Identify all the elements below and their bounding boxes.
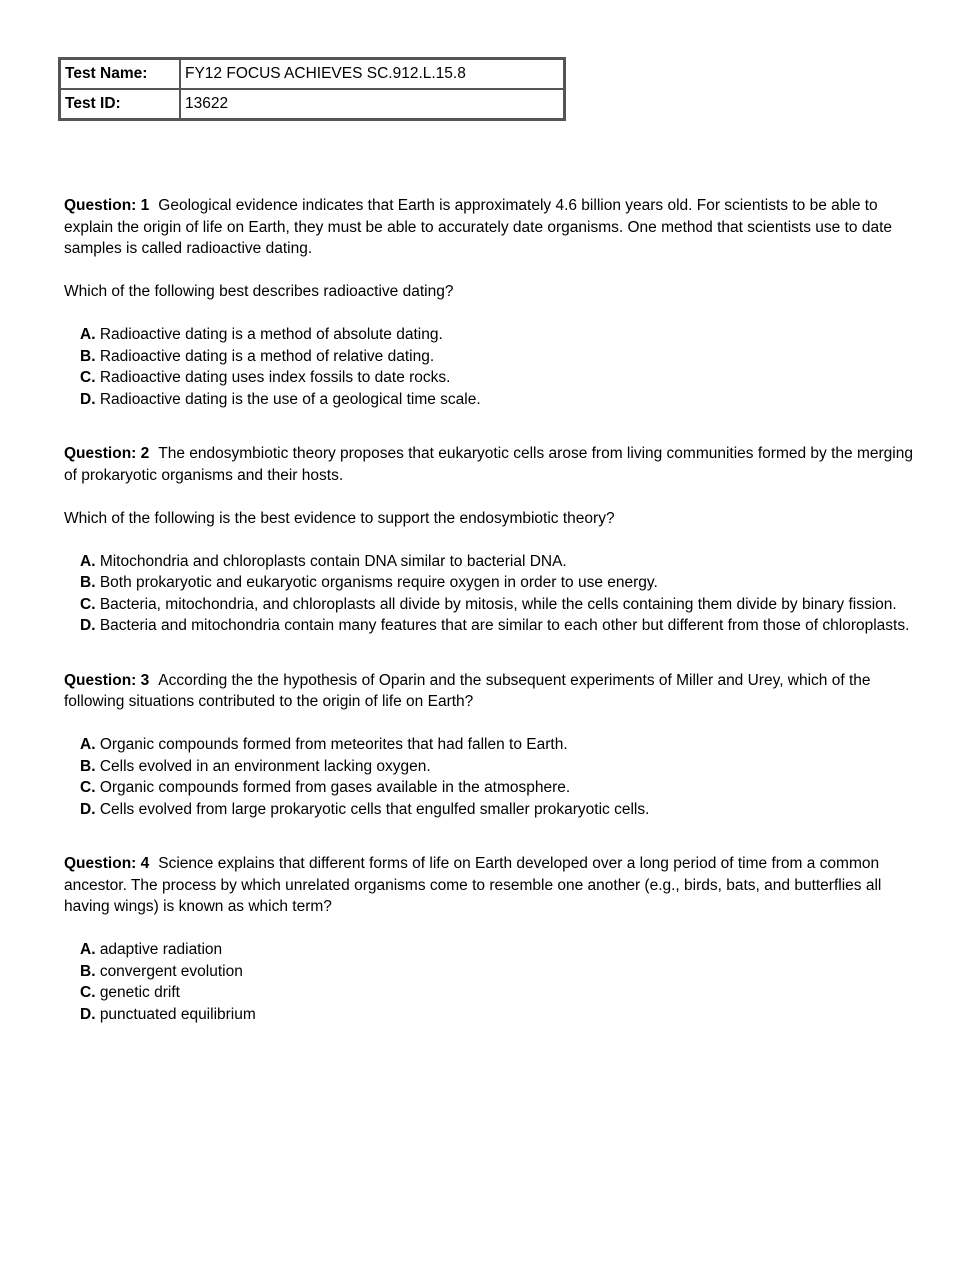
question-stem	[64, 670, 914, 713]
choice-letter: C.	[80, 595, 96, 613]
question-stem-text: Science explains that different forms of life on Earth developed over a long period of time from a common ancestor. The process by which unrelated organisms come to resemble one another (e.g., birds, bats, and butterflies all having wings) is known as which term?	[64, 855, 882, 915]
choice-text: Organic compounds formed from meteorites that had fallen to Earth.	[99, 736, 568, 753]
choice-text: Cells evolved from large prokaryotic cells that engulfed smaller prokaryotic cells.	[99, 800, 650, 818]
choice-letter: A.	[80, 552, 96, 570]
choice-letter: B.	[80, 962, 96, 980]
test-id-value: 13622	[180, 89, 564, 119]
choice-text: Radioactive dating is the use of a geological time scale.	[99, 390, 481, 408]
question-stem-text: According the the hypothesis of Oparin and the subsequent experiments of Miller and Urey, which of the following situations contributed to the origin of life on Earth?	[64, 671, 871, 710]
question-3	[64, 670, 914, 821]
choice-letter: B.	[80, 347, 96, 365]
answer-choices	[64, 939, 914, 1025]
choice-d[interactable]	[64, 1004, 914, 1026]
question-stem	[64, 195, 914, 260]
choice-letter: A.	[80, 326, 96, 343]
choice-letter: A.	[80, 736, 96, 753]
question-stem	[64, 853, 914, 918]
choice-letter: D.	[80, 1005, 96, 1023]
choice-text: Radioactive dating is a method of absolute dating.	[99, 326, 443, 343]
question-stem-text: Geological evidence indicates that Earth is approximately 4.6 billion years old. For scientists to be able to explain the origin of life on Earth, they must be able to accurately date organisms. One method that scientists use to date samples is called radioactive dating.	[64, 197, 892, 257]
choice-a[interactable]	[64, 939, 914, 961]
question-label: Question: 3	[64, 671, 150, 689]
choice-text: genetic drift	[99, 984, 180, 1001]
choice-b[interactable]	[64, 572, 914, 594]
choice-letter: C.	[80, 984, 96, 1001]
choice-text: Bacteria and mitochondria contain many features that are similar to each other but different from those of chloroplasts.	[99, 617, 910, 634]
choice-text: Mitochondria and chloroplasts contain DNA similar to bacterial DNA.	[99, 552, 567, 570]
choice-letter: D.	[80, 800, 96, 818]
test-name-value: FY12 FOCUS ACHIEVES SC.912.L.15.8	[180, 59, 564, 89]
choice-b[interactable]	[64, 756, 914, 778]
question-label: Question: 4	[64, 855, 150, 872]
questions-list	[64, 195, 914, 1025]
question-4	[64, 853, 914, 1025]
test-name-row	[60, 59, 564, 89]
choice-letter: D.	[80, 617, 96, 634]
choice-text: Both prokaryotic and eukaryotic organisms require oxygen in order to use energy.	[99, 574, 658, 591]
choice-text: convergent evolution	[99, 962, 243, 980]
question-1	[64, 195, 914, 410]
choice-letter: D.	[80, 390, 96, 408]
choice-a[interactable]	[64, 324, 914, 346]
choice-text: Cells evolved in an environment lacking oxygen.	[99, 757, 431, 775]
choice-letter: C.	[80, 779, 96, 796]
answer-choices	[64, 324, 914, 410]
choice-c[interactable]	[64, 777, 914, 799]
choice-b[interactable]	[64, 346, 914, 368]
choice-c[interactable]	[64, 367, 914, 389]
test-id-row	[60, 89, 564, 119]
choice-text: punctuated equilibrium	[99, 1005, 256, 1023]
choice-letter: C.	[80, 369, 96, 386]
choice-letter: A.	[80, 941, 96, 958]
choice-text: adaptive radiation	[99, 941, 223, 958]
question-2	[64, 443, 914, 637]
test-name-label: Test Name:	[60, 59, 180, 89]
choice-a[interactable]	[64, 734, 914, 756]
test-id-label: Test ID:	[60, 89, 180, 119]
choice-text: Bacteria, mitochondria, and chloroplasts all divide by mitosis, while the cells containing them divide by binary fission.	[99, 595, 897, 613]
answer-choices	[64, 551, 914, 637]
question-prompt: Which of the following best describes radioactive dating?	[64, 283, 454, 300]
question-prompt: Which of the following is the best evidence to support the endosymbiotic theory?	[64, 509, 615, 527]
choice-c[interactable]	[64, 594, 914, 616]
choice-text: Organic compounds formed from gases available in the atmosphere.	[99, 779, 571, 796]
choice-letter: B.	[80, 574, 96, 591]
question-stem	[64, 443, 914, 486]
choice-d[interactable]	[64, 389, 914, 411]
choice-d[interactable]	[64, 799, 914, 821]
choice-c[interactable]	[64, 982, 914, 1004]
question-label: Question: 1	[64, 197, 150, 214]
test-info-table	[58, 57, 566, 121]
choice-d[interactable]	[64, 615, 914, 637]
choice-a[interactable]	[64, 551, 914, 573]
choice-letter: B.	[80, 757, 96, 775]
choice-text: Radioactive dating uses index fossils to date rocks.	[99, 369, 451, 386]
choice-text: Radioactive dating is a method of relative dating.	[99, 347, 435, 365]
question-label: Question: 2	[64, 445, 150, 462]
question-stem-text: The endosymbiotic theory proposes that eukaryotic cells arose from living communities formed by the merging of prokaryotic organisms and their hosts.	[64, 445, 913, 484]
answer-choices	[64, 734, 914, 820]
choice-b[interactable]	[64, 961, 914, 983]
